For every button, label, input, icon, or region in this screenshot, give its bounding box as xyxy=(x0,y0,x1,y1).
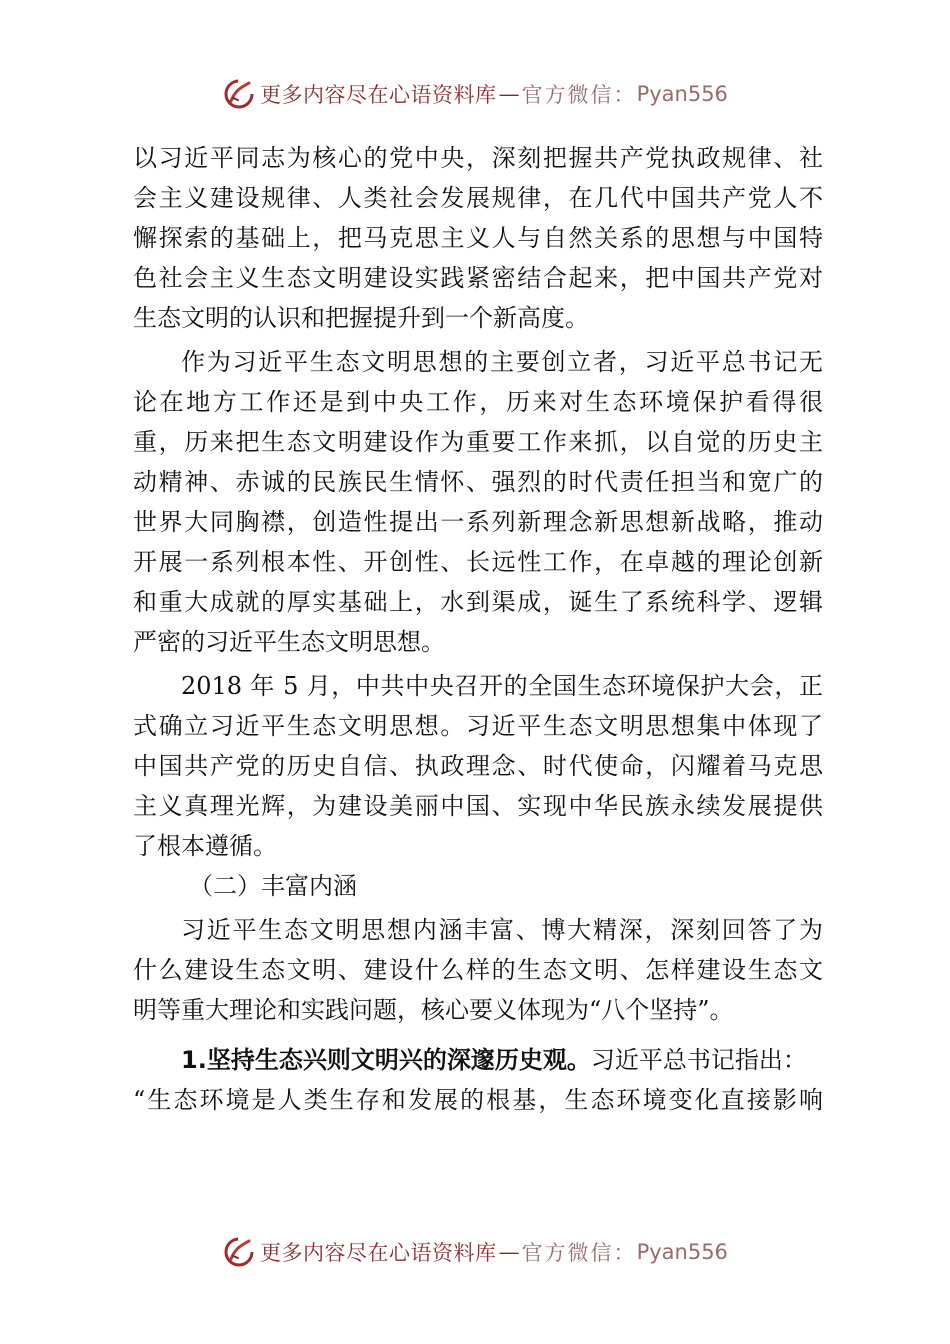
text-line: 重，历来把生态文明建设作为重要工作来抓，以自觉的历史主 xyxy=(133,428,823,456)
paragraph-1 xyxy=(133,138,823,338)
document-body xyxy=(133,138,823,1120)
text-line: 开展一系列根本性、开创性、长远性工作，在卓越的理论创新 xyxy=(133,548,823,576)
text-line: 论在地方工作还是到中央工作，历来对生态环境保护看得很 xyxy=(133,388,823,416)
text-line: 作为习近平生态文明思想的主要创立者，习近平总书记无 xyxy=(181,348,823,376)
text-line: 懈探索的基础上，把马克思主义人与自然关系的思想与中国特 xyxy=(133,224,823,252)
paragraph-4 xyxy=(133,910,823,1030)
brush-seal-icon xyxy=(222,77,256,111)
text-line: 动精神、赤诚的民族民生情怀、强烈的时代责任担当和宽广的 xyxy=(133,468,823,496)
text-line: 了根本遵循。 xyxy=(133,832,277,860)
text-line: 和重大成就的厚实基础上，水到渠成，诞生了系统科学、逻辑 xyxy=(133,588,823,616)
text-line: 习近平生态文明思想内涵丰富、博大精深，深刻回答了为 xyxy=(181,916,823,944)
banner-title: 更多内容尽在心语资料库 xyxy=(260,83,497,107)
point-lead-text: 习近平总书记指出： xyxy=(590,1046,807,1074)
brush-seal-icon xyxy=(222,1235,256,1269)
text-line: 中国共产党的历史自信、执政理念、时代使命，闪耀着马克思 xyxy=(133,752,823,780)
text-line: 式确立习近平生态文明思想。习近平生态文明思想集中体现了 xyxy=(133,712,823,740)
point-heading: 1.坚持生态兴则文明兴的深邃历史观。 xyxy=(181,1046,591,1074)
text-line: 会主义建设规律、人类社会发展规律，在几代中国共产党人不 xyxy=(133,184,823,212)
text-line: 什么建设生态文明、建设什么样的生态文明、怎样建设生态文 xyxy=(133,956,823,984)
banner-title: 更多内容尽在心语资料库 xyxy=(260,1241,497,1265)
banner-wechat-label: 官方微信： xyxy=(521,1241,637,1265)
paragraph-5 xyxy=(133,1040,823,1120)
footer-watermark-banner xyxy=(0,1232,950,1272)
text-line: 世界大同胸襟，创造性提出一系列新理念新思想新战略，推动 xyxy=(133,508,823,536)
paragraph-3 xyxy=(133,666,823,866)
section-heading: （二）丰富内涵 xyxy=(189,872,357,900)
paragraph-2 xyxy=(133,342,823,662)
text-line: 明等重大理论和实践问题，核心要义体现为“八个坚持”。 xyxy=(133,996,734,1024)
banner-separator: — xyxy=(498,82,520,106)
text-line: 色社会主义生态文明建设实践紧密结合起来，把中国共产党对 xyxy=(133,264,823,292)
banner-wechat-id: Pyan556 xyxy=(636,1240,728,1264)
text-line: 主义真理光辉，为建设美丽中国、实现中华民族永续发展提供 xyxy=(133,792,823,820)
text-line: 生态文明的认识和把握提升到一个新高度。 xyxy=(133,304,589,332)
text-line: “生态环境是人类生存和发展的根基，生态环境变化直接影响 xyxy=(133,1086,823,1114)
text-line: 以习近平同志为核心的党中央，深刻把握共产党执政规律、社 xyxy=(133,144,823,172)
header-watermark-banner xyxy=(0,74,950,114)
banner-wechat-label: 官方微信： xyxy=(521,83,637,107)
banner-wechat-id: Pyan556 xyxy=(636,82,728,106)
banner-separator: — xyxy=(498,1240,520,1264)
text-line xyxy=(133,1040,823,1080)
text-line: 2018 年 5 月，中共中央召开的全国生态环境保护大会，正 xyxy=(181,672,823,700)
text-line: 严密的习近平生态文明思想。 xyxy=(133,628,445,656)
